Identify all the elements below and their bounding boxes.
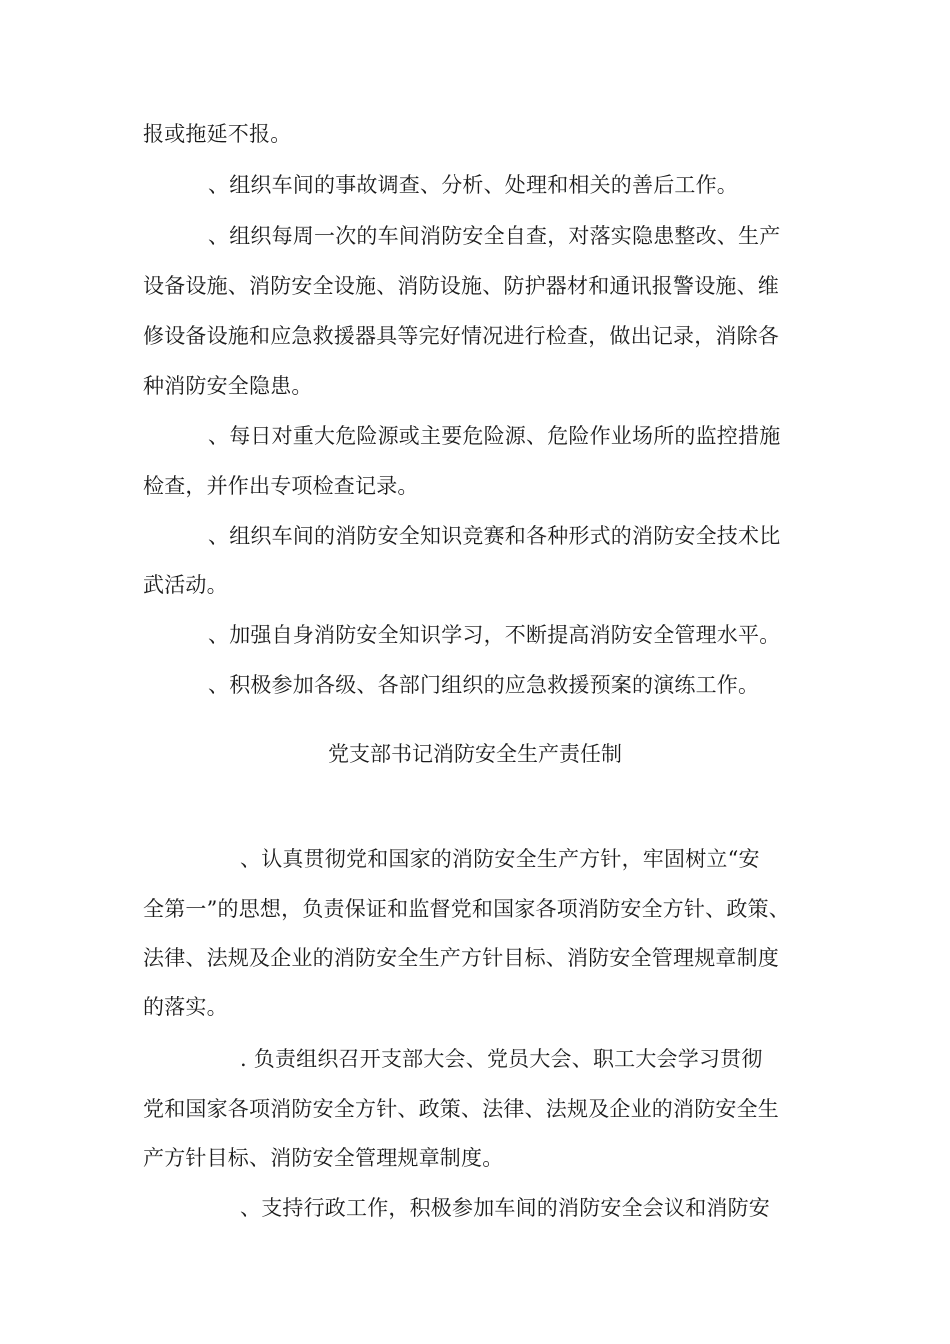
text-line: 武活动。 [143, 573, 228, 597]
text-line: 法律、法规及企业的消防安全生产方针目标、消防安全管理规章制度 [143, 946, 779, 970]
text-line: 修设备设施和应急救援器具等完好情况进行检查，做出记录，消除各 [143, 324, 779, 348]
text-line: 产方针目标、消防安全管理规章制度。 [143, 1146, 504, 1170]
text-line: 检查，并作出专项检查记录。 [143, 474, 419, 498]
text-line: 、组织车间的消防安全知识竞赛和各种形式的消防安全技术比 [208, 524, 781, 548]
text-line: 、每日对重大危险源或主要危险源、危险作业场所的监控措施 [208, 424, 781, 448]
section-title: 党支部书记消防安全生产责任制 [328, 742, 622, 766]
text-line: 、支持行政工作，积极参加车间的消防安全会议和消防安 [240, 1196, 770, 1220]
text-line: . 负责组织召开支部大会、党员大会、职工大会学习贯彻 [240, 1047, 763, 1071]
text-line: 设备设施、消防安全设施、消防设施、防护器材和通讯报警设施、维 [143, 274, 779, 298]
text-line: 、积极参加各级、各部门组织的应急救援预案的演练工作。 [208, 673, 760, 697]
text-line: 全第一”的思想，负责保证和监督党和国家各项消防安全方针、政策、 [143, 897, 790, 921]
text-line: 报或拖延不报。 [143, 122, 292, 146]
text-line: 种消防安全隐患。 [143, 374, 313, 398]
text-line: 、认真贯彻党和国家的消防安全生产方针，牢固树立“安 [240, 847, 760, 871]
text-line: 、加强自身消防安全知识学习，不断提高消防安全管理水平。 [208, 623, 781, 647]
text-line: 党和国家各项消防安全方针、政策、法律、法规及企业的消防安全生 [143, 1097, 779, 1121]
text-line: 、组织每周一次的车间消防安全自查，对落实隐患整改、生产 [208, 224, 781, 248]
text-line: 、组织车间的事故调查、分析、处理和相关的善后工作。 [208, 173, 738, 197]
text-line: 的落实。 [143, 995, 228, 1019]
